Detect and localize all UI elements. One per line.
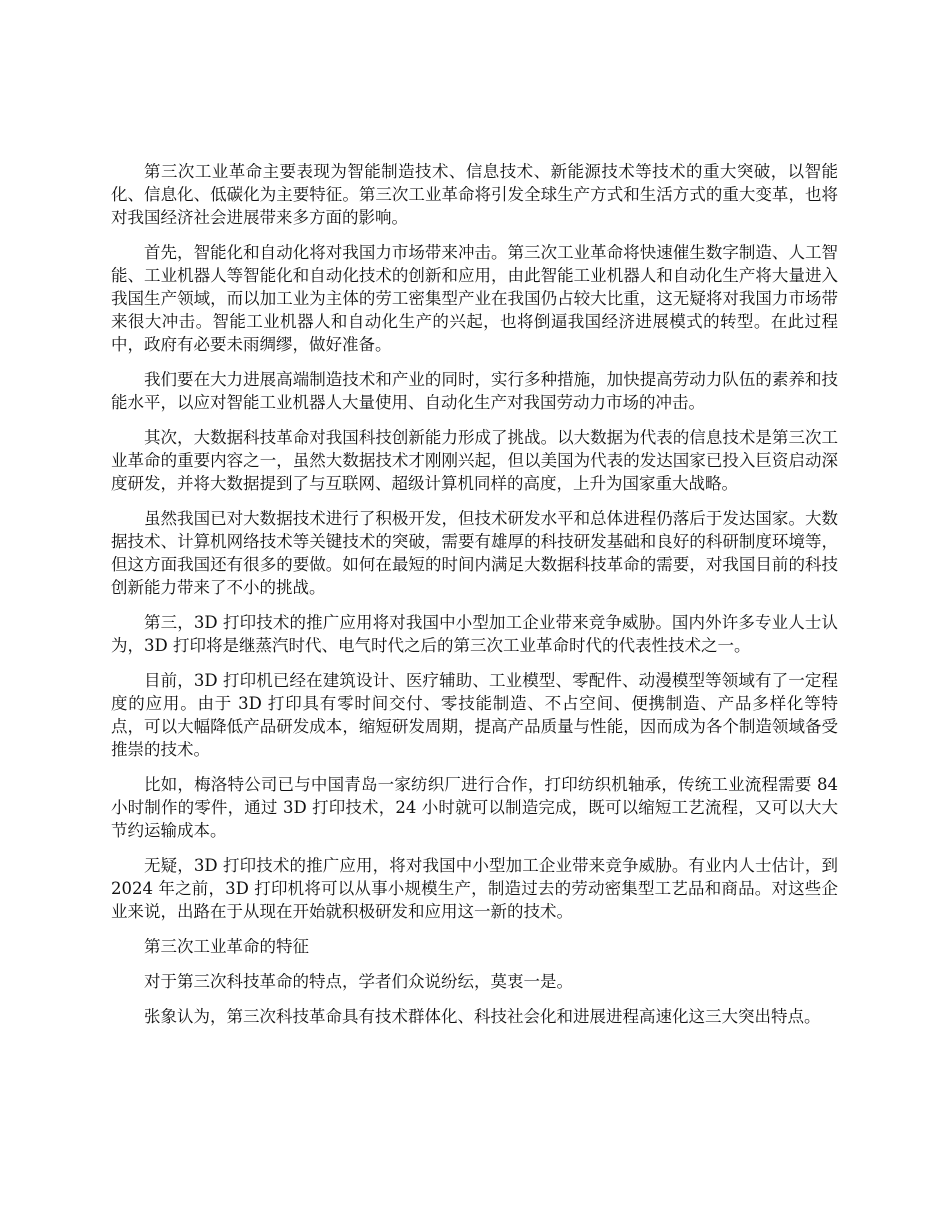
paragraph-zhang-xiang-view: 张象认为，第三次科技革命具有技术群体化、科技社会化和进展进程高速化这三大突出特点。 bbox=[144, 1007, 821, 1026]
paragraph-big-data-gap: 虽然我国已对大数据技术进行了积极开发，但技术研发水平和总体进程仍落后于发达国家。大数据技术、计算机网络技术等关键技术的突破，需要有雄厚的科技研发基础和良好的科研制度环境等，但这方面我国还有很多的要做。如何在最短的时间内满足大数据科技革命的需要，对我国目前的科技创新能力带来了不小的挑战。 bbox=[111, 509, 838, 597]
paragraph-3d-printing-applications: 目前，3D 打印机已经在建筑设计、医疗辅助、工业模型、零配件、动漫模型等领域有了一定程度的应用。由于 3D 打印具有零时间交付、零技能制造、不占空间、便携制造、产品多样化等特点，可以大幅降低产品研发成本，缩短研发周期，提高产品质量与性能，因而成为各个制造领域备受推崇的技术。 bbox=[111, 671, 838, 759]
section-heading-characteristics: 第三次工业革命的特征 bbox=[144, 937, 309, 956]
paragraph-3d-printing-outlook: 无疑，3D 打印技术的推广应用，将对我国中小型加工企业带来竞争威胁。有业内人士估计，到 2024 年之前，3D 打印机将可以从事小规模生产，制造过去的劳动密集型工艺品和商品。对这些企业来说，出路在于从现在开始就积极研发和应用这一新的技术。 bbox=[111, 856, 838, 921]
paragraph-automation-impact: 首先，智能化和自动化将对我国力市场带来冲击。第三次工业革命将快速催生数字制造、人工智能、工业机器人等智能化和自动化技术的创新和应用，由此智能工业机器人和自动化生产将大量进入我国生产领域，而以加工业为主体的劳工密集型产业在我国仍占较大比重，这无疑将对我国力市场带来很大冲击。智能工业机器人和自动化生产的兴起，也将倒逼我国经济进展模式的转型。在此过程中，政府有必要未雨绸缪，做好准备。 bbox=[111, 243, 838, 354]
paragraph-big-data-challenge: 其次，大数据科技革命对我国科技创新能力形成了挑战。以大数据为代表的信息技术是第三次工业革命的重要内容之一，虽然大数据技术才刚刚兴起，但以美国为代表的发达国家已投入巨资启动深度研发，并将大数据提到了与互联网、超级计算机同样的高度，上升为国家重大战略。 bbox=[111, 428, 838, 493]
document-body bbox=[111, 160, 838, 1040]
paragraph-scholars-views: 对于第三次科技革命的特点，学者们众说纷纭，莫衷一是。 bbox=[144, 972, 573, 991]
paragraph-intro: 第三次工业革命主要表现为智能制造技术、信息技术、新能源技术等技术的重大突破，以智能化、信息化、低碳化为主要特征。第三次工业革命将引发全球生产方式和生活方式的重大变革，也将对我国经济社会进展带来多方面的影响。 bbox=[111, 162, 838, 227]
paragraph-3d-printing-example: 比如，梅洛特公司已与中国青岛一家纺织厂进行合作，打印纺织机轴承，传统工业流程需要 84 小时制作的零件，通过 3D 打印技术，24 小时就可以制造完成，既可以缩短工艺流程，又可以大大节约运输成本。 bbox=[111, 775, 838, 840]
paragraph-3d-printing-threat: 第三，3D 打印技术的推广应用将对我国中小型加工企业带来竞争威胁。国内外许多专业人士认为，3D 打印将是继蒸汽时代、电气时代之后的第三次工业革命时代的代表性技术之一。 bbox=[111, 613, 838, 655]
paragraph-workforce-measures: 我们要在大力进展高端制造技术和产业的同时，实行多种措施，加快提高劳动力队伍的素养和技能水平，以应对智能工业机器人大量使用、自动化生产对我国劳动力市场的冲击。 bbox=[111, 370, 838, 412]
